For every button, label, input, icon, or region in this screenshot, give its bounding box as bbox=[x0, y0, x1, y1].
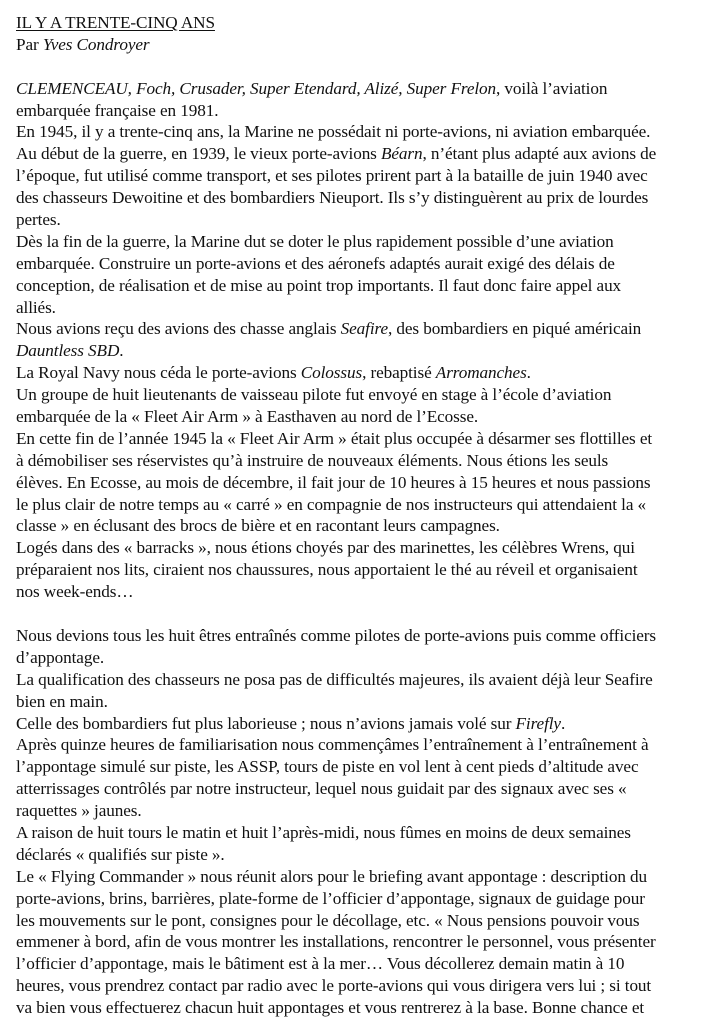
byline bbox=[16, 34, 728, 56]
text-run: Le « Flying Commander » nous réunit alors pour le briefing avant appontage : description du bbox=[16, 866, 647, 886]
text-line bbox=[16, 428, 728, 450]
text-line bbox=[16, 472, 728, 494]
text-run: La qualification des chasseurs ne posa pas de difficultés majeures, ils avaient déjà leur Seafire bbox=[16, 669, 653, 689]
text-line bbox=[16, 713, 728, 735]
text-line bbox=[16, 866, 728, 888]
italic-text: Arromanches bbox=[435, 363, 527, 383]
text-line bbox=[16, 340, 728, 362]
text-line bbox=[16, 100, 728, 122]
text-line bbox=[16, 800, 728, 822]
text-run: A raison de huit tours le matin et huit l’après-midi, nous fûmes en moins de deux semaines bbox=[16, 822, 631, 842]
text-line bbox=[16, 275, 728, 297]
text-line bbox=[16, 931, 728, 953]
text-run: pertes. bbox=[16, 210, 61, 230]
italic-text: CLEMENCEAU, Foch, Crusader, Super Etendard, Alizé, Super Frelon bbox=[16, 78, 497, 98]
text-line bbox=[16, 581, 728, 603]
text-line bbox=[16, 888, 728, 910]
text-line bbox=[16, 362, 728, 384]
text-line bbox=[16, 384, 728, 406]
text-line bbox=[16, 691, 728, 713]
text-line bbox=[16, 318, 728, 340]
text-run: raquettes » jaunes. bbox=[16, 801, 142, 821]
text-line bbox=[16, 494, 728, 516]
text-run: La Royal Navy nous céda le porte-avions bbox=[16, 363, 301, 383]
text-run: Un groupe de huit lieutenants de vaisseau pilote fut envoyé en stage à l’école d’aviation bbox=[16, 385, 612, 405]
text-line bbox=[16, 297, 728, 319]
text-run: . bbox=[119, 341, 124, 361]
text-line bbox=[16, 778, 728, 800]
text-line bbox=[16, 515, 728, 537]
text-run: porte-avions, brins, barrières, plate-forme de l’officier d’appontage, signaux de guidage pour bbox=[16, 888, 645, 908]
text-run: préparaient nos lits, ciraient nos chaussures, nous apportaient le thé au réveil et organisaient bbox=[16, 560, 638, 580]
author-name: Yves Condroyer bbox=[42, 34, 150, 54]
text-run: Dès la fin de la guerre, la Marine dut se doter le plus rapidement possible d’une aviation bbox=[16, 231, 614, 251]
text-line bbox=[16, 78, 728, 100]
text-line bbox=[16, 143, 728, 165]
text-run: le plus clair de notre temps au « carré » en compagnie de nos instructeurs qui attendaient la « bbox=[16, 494, 647, 514]
text-run: , voilà l’aviation bbox=[496, 78, 608, 98]
text-run: des chasseurs Dewoitine et des bombardiers Nieuport. Ils s’y distinguèrent au prix de lourdes bbox=[16, 188, 649, 208]
blank-line bbox=[16, 56, 728, 78]
text-line bbox=[16, 822, 728, 844]
text-run: Au début de la guerre, en 1939, le vieux porte-avions bbox=[16, 144, 381, 164]
text-run: Nous avions reçu des avions des chasse anglais bbox=[16, 319, 341, 339]
text-run: Celle des bombardiers fut plus laborieuse ; nous n’avions jamais volé sur bbox=[16, 713, 516, 733]
text-run: embarquée française en 1981. bbox=[16, 100, 219, 120]
text-line bbox=[16, 975, 728, 997]
italic-text: Colossus bbox=[300, 363, 363, 383]
text-line bbox=[16, 997, 728, 1019]
text-run: les mouvements sur le pont, consignes pour le décollage, etc. « Nous pensions pouvoir vous bbox=[16, 910, 640, 930]
text-run: . bbox=[560, 713, 566, 733]
text-run: classe » en éclusant des brocs de bière et en racontant leurs campagnes. bbox=[16, 516, 500, 536]
text-run: bien en main. bbox=[16, 691, 108, 711]
text-run: En 1945, il y a trente-cinq ans, la Marine ne possédait ni porte-avions, ni aviation embarquée. bbox=[16, 122, 651, 142]
text-run: conception, de réalisation et de mise au point trop importants. Il faut donc faire appel aux bbox=[16, 275, 622, 295]
text-run: déclarés « qualifiés sur piste ». bbox=[16, 844, 225, 864]
text-run: alliés. bbox=[16, 297, 56, 317]
text-run: heures, vous prendrez contact par radio avec le porte-avions qui vous dirigera vers lui ; si tout bbox=[16, 976, 652, 996]
text-run: En cette fin de l’année 1945 la « Fleet Air Arm » était plus occupée à désarmer ses flottilles et bbox=[16, 428, 653, 448]
text-line bbox=[16, 910, 728, 932]
text-line bbox=[16, 121, 728, 143]
text-run: à démobiliser ses réservistes qu’à instruire de nouveaux éléments. Nous étions les seuls bbox=[16, 450, 609, 470]
text-run: l’officier d’appontage, mais le bâtiment est à la mer… Vous décollerez demain matin à 10 bbox=[16, 954, 625, 974]
text-line bbox=[16, 756, 728, 778]
text-run: atterrissages contrôlés par notre instructeur, lequel nous guidait par des signaux avec ses « bbox=[16, 779, 627, 799]
text-line bbox=[16, 953, 728, 975]
text-line bbox=[16, 231, 728, 253]
text-run: nos week-ends… bbox=[16, 582, 134, 602]
text-run: élèves. En Ecosse, au mois de décembre, il fait jour de 10 heures à 15 heures et nous passions bbox=[16, 472, 651, 492]
blank-line bbox=[16, 603, 728, 625]
text-run: l’époque, fut utilisé comme transport, et ses pilotes prirent part à la bataille de juin 1940 avec bbox=[16, 166, 648, 186]
text-line bbox=[16, 734, 728, 756]
text-line bbox=[16, 253, 728, 275]
text-line bbox=[16, 187, 728, 209]
text-run: , des bombardiers en piqué américain bbox=[388, 319, 642, 339]
text-run: Après quinze heures de familiarisation nous commençâmes l’entraînement à l’entraînement à bbox=[16, 735, 649, 755]
text-run: , rebaptisé bbox=[362, 363, 436, 383]
text-line bbox=[16, 559, 728, 581]
document-title: IL Y A TRENTE-CINQ ANS bbox=[16, 13, 215, 32]
text-run: va bien vous effectuerez chacun huit appontages et vous rentrerez à la base. Bonne chance et bbox=[16, 998, 645, 1018]
text-run: Logés dans des « barracks », nous étions choyés par des marinettes, les célèbres Wrens, qui bbox=[16, 538, 635, 558]
italic-text: Béarn bbox=[380, 144, 423, 164]
text-line bbox=[16, 669, 728, 691]
text-line bbox=[16, 165, 728, 187]
text-run: embarquée de la « Fleet Air Arm » à Easthaven au nord de l’Ecosse. bbox=[16, 407, 479, 427]
text-line bbox=[16, 647, 728, 669]
text-run: embarquée. Construire un porte-avions et des aéronefs adaptés aurait exigé des délais de bbox=[16, 253, 615, 273]
text-run: emmener à bord, afin de vous montrer les installations, rencontrer le personnel, vous présenter bbox=[16, 932, 656, 952]
text-line bbox=[16, 450, 728, 472]
text-run: , n’étant plus adapté aux avions de bbox=[422, 144, 657, 164]
text-line bbox=[16, 406, 728, 428]
text-line bbox=[16, 844, 728, 866]
text-line bbox=[16, 209, 728, 231]
text-run: l’appontage simulé sur piste, les ASSP, tours de piste en vol lent à cent pieds d’altitude avec bbox=[16, 757, 639, 777]
text-run: Nous devions tous les huit êtres entraînés comme pilotes de porte-avions puis comme officiers bbox=[16, 625, 657, 645]
italic-text: Seafire bbox=[340, 319, 389, 339]
article-body bbox=[16, 78, 728, 1019]
text-line bbox=[16, 537, 728, 559]
text-run: . bbox=[526, 363, 531, 383]
italic-text: Firefly bbox=[515, 713, 561, 733]
italic-text: Dauntless SBD bbox=[16, 341, 120, 361]
text-line bbox=[16, 625, 728, 647]
byline-prefix: Par bbox=[16, 34, 43, 54]
text-run: d’appontage. bbox=[16, 647, 105, 667]
